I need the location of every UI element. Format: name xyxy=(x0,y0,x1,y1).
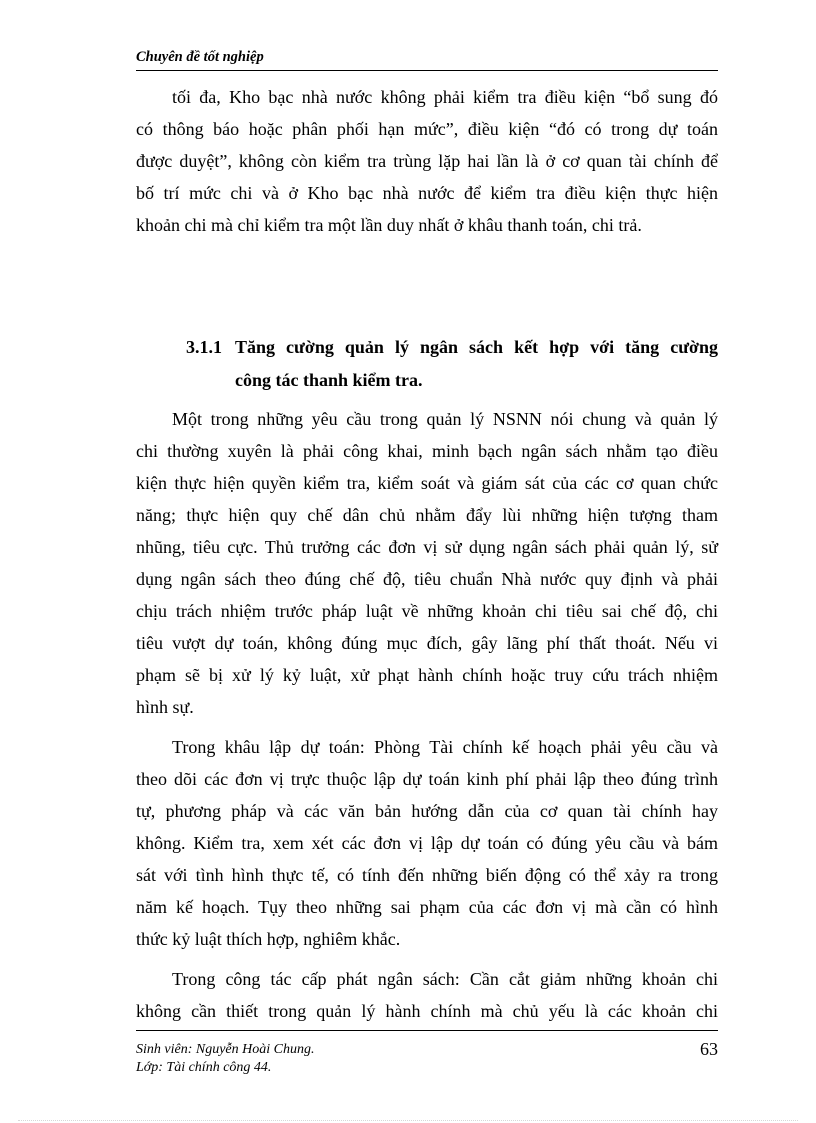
text-line: hình sự. xyxy=(136,697,194,717)
section-title-line: Tăng cường quản lý ngân sách kết hợp với tăng cường xyxy=(235,337,718,357)
text-line: tự, phương pháp và các văn bản hướng dẫn của cơ quan tài chính hay xyxy=(136,801,718,821)
page-number: 63 xyxy=(700,1039,718,1059)
text-line: kiện thực hiện quyền kiểm tra, kiểm soát và giám sát của các cơ quan chức xyxy=(136,473,718,493)
text-line: thức kỷ luật thích hợp, nghiêm khắc. xyxy=(136,929,401,949)
section-number: 3.1.1 xyxy=(186,337,222,357)
text-line: khoản chi mà chỉ kiểm tra một lần duy nhất ở khâu thanh toán, chi trả. xyxy=(136,215,642,235)
text-line: theo dõi các đơn vị trực thuộc lập dự toán kinh phí phải lập theo đúng trình xyxy=(136,769,718,789)
text-line: không cần thiết trong quản lý hành chính mà chủ yếu là các khoản chi xyxy=(136,1001,718,1021)
text-line: Trong khâu lập dự toán: Phòng Tài chính kế hoạch phải yêu cầu và xyxy=(172,737,718,757)
section-title-line: công tác thanh kiểm tra. xyxy=(235,370,423,390)
header-divider xyxy=(136,70,718,71)
text-line: có thông báo hoặc phân phối hạn mức”, điều kiện “đó có trong dự toán xyxy=(136,119,718,139)
text-line: Trong công tác cấp phát ngân sách: Cần cắt giảm những khoản chi xyxy=(172,969,718,989)
text-line: bố trí mức chi và ở Kho bạc nhà nước để kiểm tra điều kiện thực hiện xyxy=(136,183,718,203)
text-line: nhũng, tiêu cực. Thủ trưởng các đơn vị sử dụng ngân sách phải quản lý, sử xyxy=(136,537,718,557)
page-edge-divider xyxy=(18,1120,798,1121)
text-line: phạm sẽ bị xử lý kỷ luật, xử phạt hành chính hoặc truy cứu trách nhiệm xyxy=(136,665,718,685)
text-line: Một trong những yêu cầu trong quản lý NSNN nói chung và quản lý xyxy=(172,409,718,429)
text-line: tối đa, Kho bạc nhà nước không phải kiểm tra điều kiện “bổ sung đó xyxy=(172,87,718,107)
text-line: tiêu vượt dự toán, không đúng mục đích, gây lãng phí thất thoát. Nếu vi xyxy=(136,633,718,653)
text-line: sát với tình hình thực tế, có tính đến những biến động có thể xảy ra trong xyxy=(136,865,718,885)
text-line: chịu trách nhiệm trước pháp luật về những khoản chi tiêu sai chế độ, chi xyxy=(136,601,718,621)
text-line: năng; thực hiện quy chế dân chủ nhằm đẩy lùi những hiện tượng tham xyxy=(136,505,718,525)
text-line: không. Kiểm tra, xem xét các đơn vị lập dự toán có đúng yêu cầu và bám xyxy=(136,833,718,853)
footer-divider xyxy=(136,1030,718,1031)
text-line: chi thường xuyên là phải công khai, minh bạch ngân sách nhằm tạo điều xyxy=(136,441,718,461)
text-line: năm kế hoạch. Tụy theo những sai phạm của các đơn vị mà cần có hình xyxy=(136,897,718,917)
header-title: Chuyên đề tốt nghiệp xyxy=(136,49,264,65)
text-line: dụng ngân sách theo đúng chế độ, tiêu chuẩn Nhà nước quy định và phải xyxy=(136,569,718,589)
text-line: được duyệt”, không còn kiểm tra trùng lặp hai lần là ở cơ quan tài chính để xyxy=(136,151,718,171)
footer-class: Lớp: Tài chính công 44. xyxy=(136,1060,272,1075)
footer-student: Sinh viên: Nguyễn Hoài Chung. xyxy=(136,1042,315,1057)
